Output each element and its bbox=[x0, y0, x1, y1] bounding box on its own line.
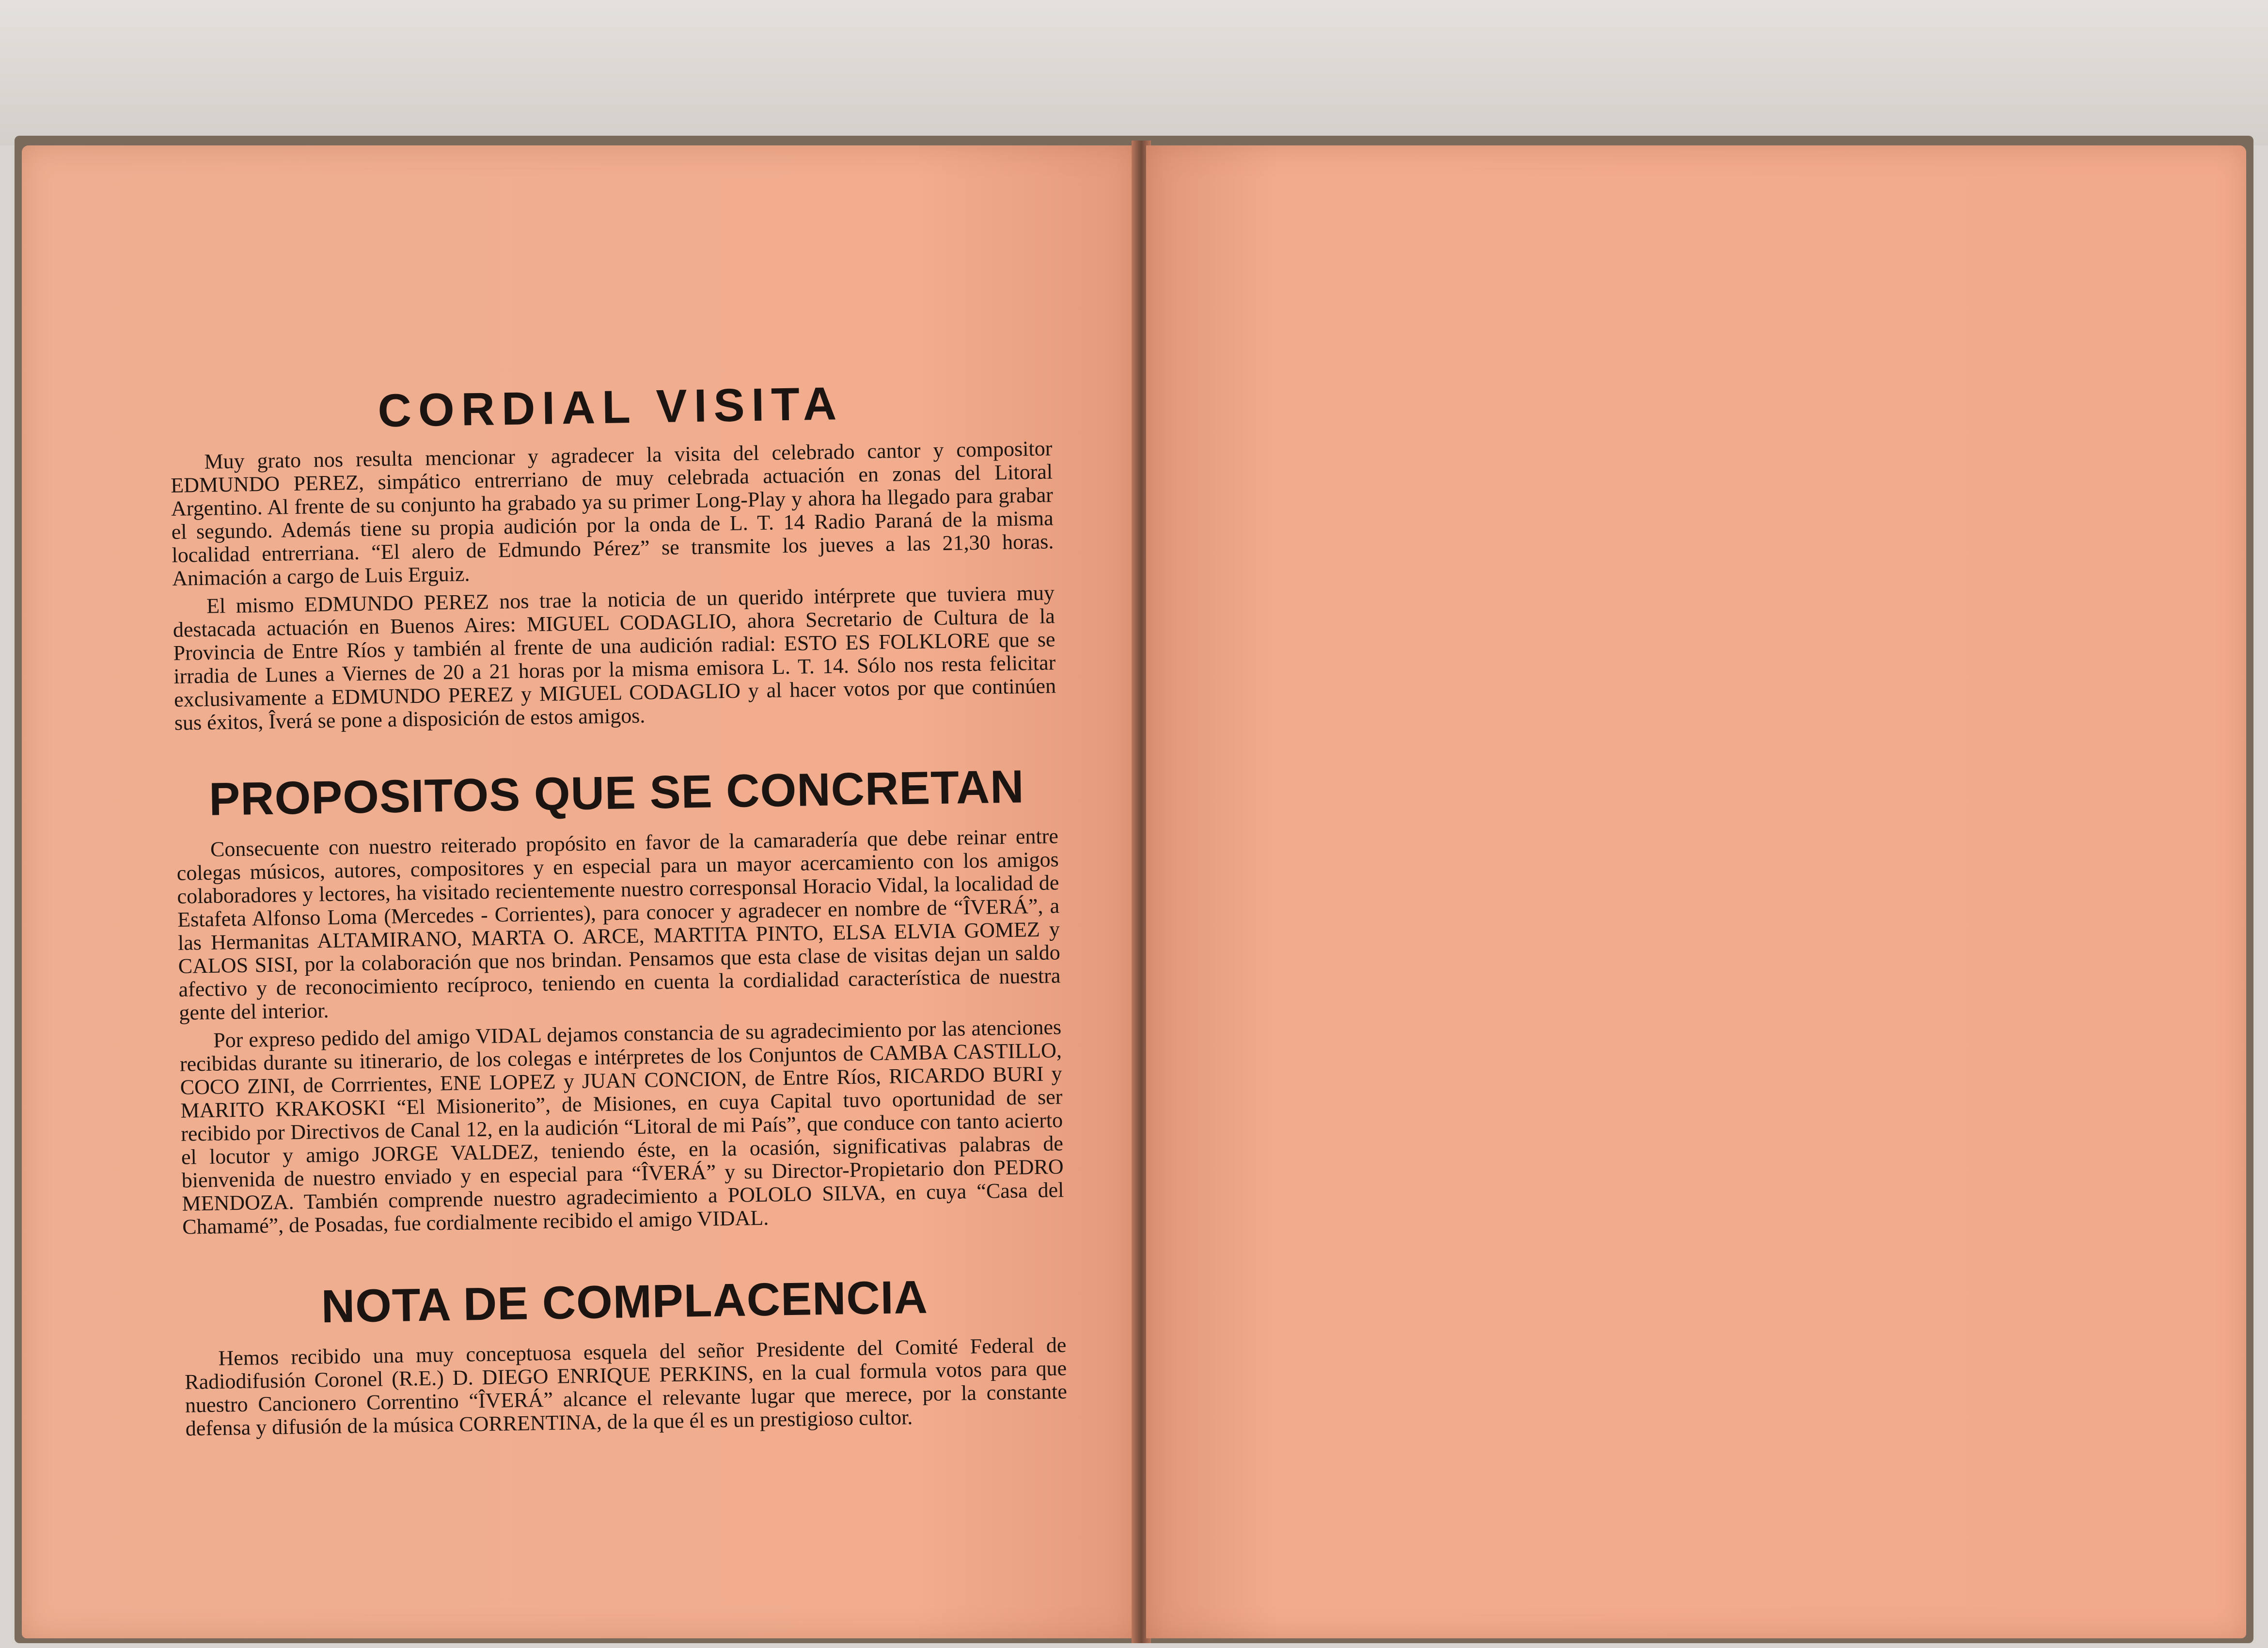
propositos-heading: PROPOSITOS QUE SE CONCRETAN bbox=[208, 761, 1025, 825]
cordial-visita-paragraph-2: El mismo EDMUNDO PEREZ nos trae la noticia de un querido intérprete que tuviera muy destacada actuación en Buenos Aires: MIGUEL CODAGLIO, ahora Secretario de Cultura de la Provincia de Entre Ríos y también al frente de una audición radial: ESTO ES FOLKLORE que se irradia de Lunes a Viernes de 20 a 21 horas por la misma emisora L. T. 14. Sólo nos resta felicitar exclusivamente a EDMUNDO PEREZ y MIGUEL CODAGLIO y al hacer votos por que continúen sus éxitos, Îverá se pone a disposición de estos amigos. bbox=[173, 581, 1056, 735]
propositos-paragraph-2: Por expreso pedido del amigo VIDAL dejamos constancia de su agradecimiento por las atenciones recibidas durante su itinerario, de los colegas e intérpretes de los Conjuntos de CAMBA CASTILLO, COCO ZINI, de Corrrientes, ENE LOPEZ y JUAN CONCION, de Entre Ríos, RICARDO BURI y MARITO KRAKOSKI “El Misionerito”, de Misiones, en cuya Capital tuvo oportunidad de ser recibido por Directivos de Canal 12, en la audición “Litoral de mi País”, que conduce con tanto acierto el locutor y amigo JORGE VALDEZ, teniendo éste, en la ocasión, significativas palabras de bienvenida de nuestro enviado y en especial para “ÎVERÁ” y su Director-Propietario don PEDRO MENDOZA. También comprende nuestro agradecimiento a POLOLO SILVA, en cuya “Casa del Chamamé”, de Posadas, fue cordialmente recibido el amigo VIDAL. bbox=[179, 1015, 1064, 1239]
left-page bbox=[22, 145, 1136, 1638]
propositos-paragraph-1: Consecuente con nuestro reiterado propósito en favor de la camaradería que debe reinar entre colegas músicos, autores, compositores y en especial para un mayor acercamiento con los amigos colaboradores y lectores, ha visitado recientemente nuestro corresponsal Horacio Vidal, la localidad de Estafeta Alfonso Loma (Mercedes - Corrientes), para conocer y agradecer en nombre de “ÎVERÁ”, a las Hermanitas ALTAMIRANO, MARTA O. ARCE, MARTITA PINTO, ELSA ELVIA GOMEZ y CALOS SISI, por la colaboración que nos brindan. Pensamos que esta clase de visitas dejan un saldo afectivo y de reconocimiento recíproco, teniendo en cuenta la cordialidad característica de nuestra gente del interior. bbox=[176, 824, 1061, 1025]
cordial-visita-heading: CORDIAL VISITA bbox=[377, 378, 844, 437]
scanner-background bbox=[0, 0, 2268, 145]
nota-complacencia-paragraph: Hemos recibido una muy conceptuosa esquela del señor Presidente del Comité Federal de Radiodifusión Coronel (R.E.) D. DIEGO ENRIQUE PERKINS, en la cual formula votos para que nuestro Cancionero Correntino “ÎVERÁ” alcance el relevante lugar que merece, por la constante defensa y difusión de la música CORRENTINA, de la que él es un prestigioso cultor. bbox=[184, 1333, 1068, 1441]
open-magazine bbox=[15, 136, 2253, 1643]
cordial-visita-paragraph-1: Muy grato nos resulta mencionar y agradecer la visita del celebrado cantor y compositor EDMUNDO PEREZ, simpático entrerriano de muy celebrada actuación en zonas del Litoral Argentino. Al frente de su conjunto ha grabado ya su primer Long-Play y ahora ha llegado para grabar el segundo. Además tiene su propia audición por la onda de L. T. 14 Radio Paraná de la misma localidad entrerriana. “El alero de Edmundo Pérez” se transmite los jueves a las 21,30 horas. Animación a cargo de Luis Erguiz. bbox=[170, 436, 1054, 590]
nota-complacencia-heading: NOTA DE COMPLACENCIA bbox=[321, 1271, 929, 1333]
left-page-column bbox=[167, 248, 1068, 1445]
right-page bbox=[1146, 145, 2246, 1638]
